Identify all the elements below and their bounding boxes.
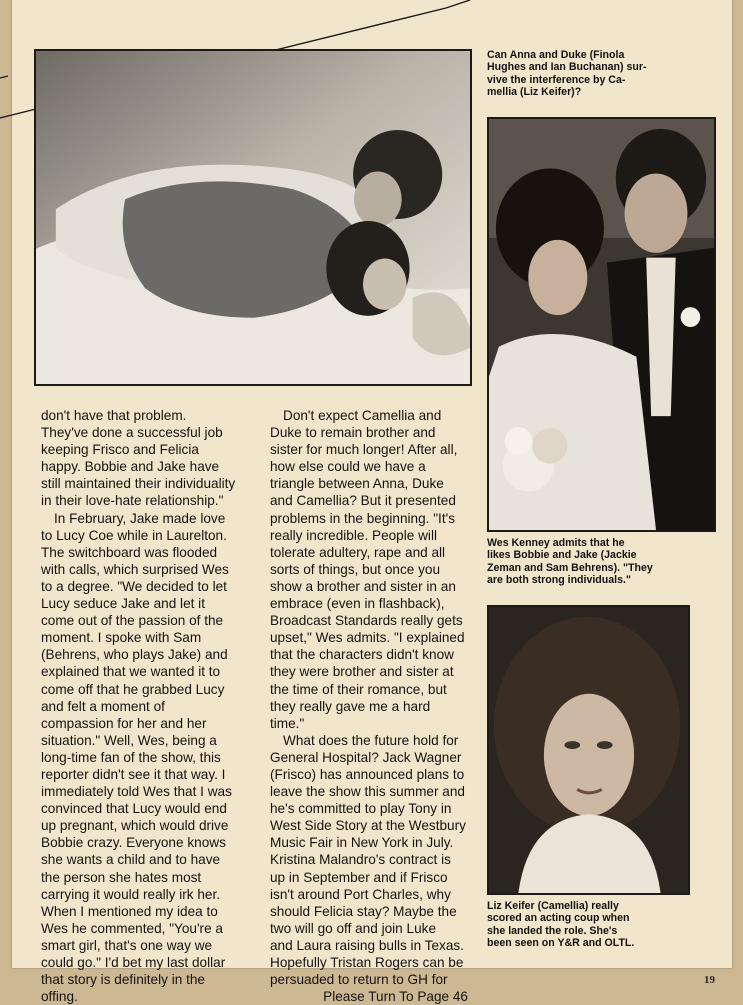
- article-line: that the characters didn't know: [270, 647, 454, 663]
- article-line: to a degree. "We decided to let: [41, 578, 227, 594]
- article-line: long-time fan of the show, this: [41, 749, 221, 765]
- article-line: and Laura raising bulls in Texas.: [270, 937, 464, 953]
- article-line: the person she hates most: [41, 869, 202, 885]
- article-line: carrying it would really irk her.: [41, 886, 221, 902]
- caption-line: scored an acting coup when: [487, 912, 630, 925]
- article-line: don't have that problem.: [41, 408, 187, 423]
- article-line: Bobbie crazy. Everyone knows: [41, 835, 226, 851]
- article-line: happy. Bobbie and Jake have: [41, 459, 220, 475]
- article-line: come off that he grabbed Lucy: [41, 681, 225, 697]
- article-line: upset," Wes admits. "I explained: [270, 630, 465, 646]
- caption-line: vive the interference by Ca-: [487, 73, 626, 86]
- caption-line: Zeman and Sam Behrens). "They: [487, 561, 653, 574]
- article-line: sorts of things, but once you: [270, 561, 441, 577]
- article-line: explained that we wanted it to: [41, 664, 221, 680]
- article-line: in their love-hate relationship.": [41, 493, 224, 509]
- article-line: Lucy seduce Jake and let it: [41, 596, 205, 612]
- article-line: how else could we have a: [270, 459, 426, 475]
- caption-line: mellia (Liz Keifer)?: [487, 86, 582, 99]
- article-line: (Behrens, who plays Jake) and: [41, 647, 228, 663]
- article-line: up in September and if Frisco: [270, 869, 448, 885]
- article-line: Kristina Malandro's contract is: [270, 852, 451, 868]
- article-line: (Frisco) has announced plans to: [270, 766, 465, 782]
- article-line: that story is definitely in the: [41, 972, 205, 988]
- article-line: General Hospital? Jack Wagner: [270, 749, 462, 765]
- article-line: situation." Well, Wes, being a: [41, 732, 217, 748]
- article-line: triangle between Anna, Duke: [270, 476, 444, 492]
- article-line: Duke to remain brother and: [270, 425, 436, 441]
- article-line: Music Fair in New York in July.: [270, 835, 454, 851]
- article-line: sister for much longer! After all,: [270, 442, 458, 458]
- article-line: smart girl, that's one way we: [41, 937, 213, 953]
- liz-keifer-portrait-photo: [487, 605, 690, 895]
- article-line: the time of their romance, but: [270, 681, 447, 697]
- article-line: keeping Frisco and Felicia: [41, 442, 199, 458]
- article-line: come out of the passion of the: [41, 613, 224, 629]
- article-line: they really gave me a hard: [270, 698, 431, 714]
- article-line: show a brother and sister in an: [270, 578, 456, 594]
- caption-line: Wes Kenney admits that he: [487, 537, 625, 549]
- article-line: In February, Jake made love: [54, 510, 226, 526]
- article-line: moment. I spoke with Sam: [41, 630, 202, 646]
- article-line: persuaded to return to GH for: [270, 972, 448, 988]
- caption-line: likes Bobbie and Jake (Jackie: [487, 549, 637, 562]
- article-line: isn't around Port Charles, why: [270, 886, 451, 902]
- caption-line: been seen on Y&R and OLTL.: [487, 937, 635, 950]
- article-line: with calls, which surprised Wes: [41, 561, 229, 577]
- continued-note: Please Turn To Page 46: [323, 989, 468, 1005]
- article-column-right: [270, 407, 480, 1005]
- article-line: What does the future hold for: [283, 732, 459, 748]
- page-number: 19: [704, 974, 715, 986]
- article-line: When I mentioned my idea to: [41, 903, 218, 919]
- article-line: and Camellia? But it presented: [270, 493, 456, 509]
- article-line: still maintained their individuality: [41, 476, 236, 492]
- caption-line: Can Anna and Duke (Finola: [487, 49, 625, 61]
- wedding-portrait-photo: [487, 117, 716, 532]
- article-line: Wes he commented, "You're a: [41, 920, 223, 936]
- article-line: convinced that Lucy would end: [41, 801, 227, 817]
- article-line: two will go off and join Luke: [270, 920, 436, 936]
- article-line: time.": [270, 715, 305, 731]
- article-line: they were brother and sister at: [270, 664, 454, 680]
- article-line: he's committed to play Tony in: [270, 801, 452, 817]
- article-line: Broadcast Standards really gets: [270, 613, 463, 629]
- caption-line: are both strong individuals.": [487, 574, 631, 587]
- caption-line: Liz Keifer (Camellia) really: [487, 900, 619, 912]
- article-line: really incredible. People will: [270, 527, 437, 543]
- article-line: tolerate adultery, rape and all: [270, 544, 446, 560]
- caption-line: Hughes and Ian Buchanan) sur-: [487, 61, 647, 74]
- article-line: offing.: [41, 989, 78, 1005]
- article-line: compassion for her and her: [41, 715, 207, 731]
- article-line: could go." I'd bet my last dollar: [41, 955, 226, 970]
- article-line: problems in the beginning. "It's: [270, 510, 456, 526]
- article-line: she wants a child and to have: [41, 852, 221, 868]
- article-line: Don't expect Camellia and: [283, 408, 442, 423]
- article-line: to Lucy Coe while in Laurelton.: [41, 527, 227, 543]
- article-line: should Felicia stay? Maybe the: [270, 903, 457, 919]
- article-line: West Side Story at the Westbury: [270, 818, 466, 834]
- article-line: up pregnant, which would drive: [41, 818, 229, 834]
- photo-caption-middle: [487, 537, 712, 587]
- article-line: embrace (even in flashback),: [270, 596, 445, 612]
- couple-embrace-photo: [34, 49, 472, 386]
- photo-caption-top: [487, 49, 712, 99]
- article-line: and felt a moment of: [41, 698, 165, 714]
- article-column-left: [41, 407, 266, 1005]
- caption-line: she landed the role. She's: [487, 924, 618, 937]
- article-line: Hopefully Tristan Rogers can be: [270, 955, 464, 970]
- article-line: The switchboard was flooded: [41, 544, 218, 560]
- article-line: leave the show this summer and: [270, 784, 465, 800]
- article-line: immediately told Wes that I was: [41, 784, 232, 800]
- article-line: They've done a successful job: [41, 425, 223, 441]
- photo-caption-bottom: [487, 900, 712, 950]
- article-line: reporter didn't see it that way. I: [41, 766, 226, 782]
